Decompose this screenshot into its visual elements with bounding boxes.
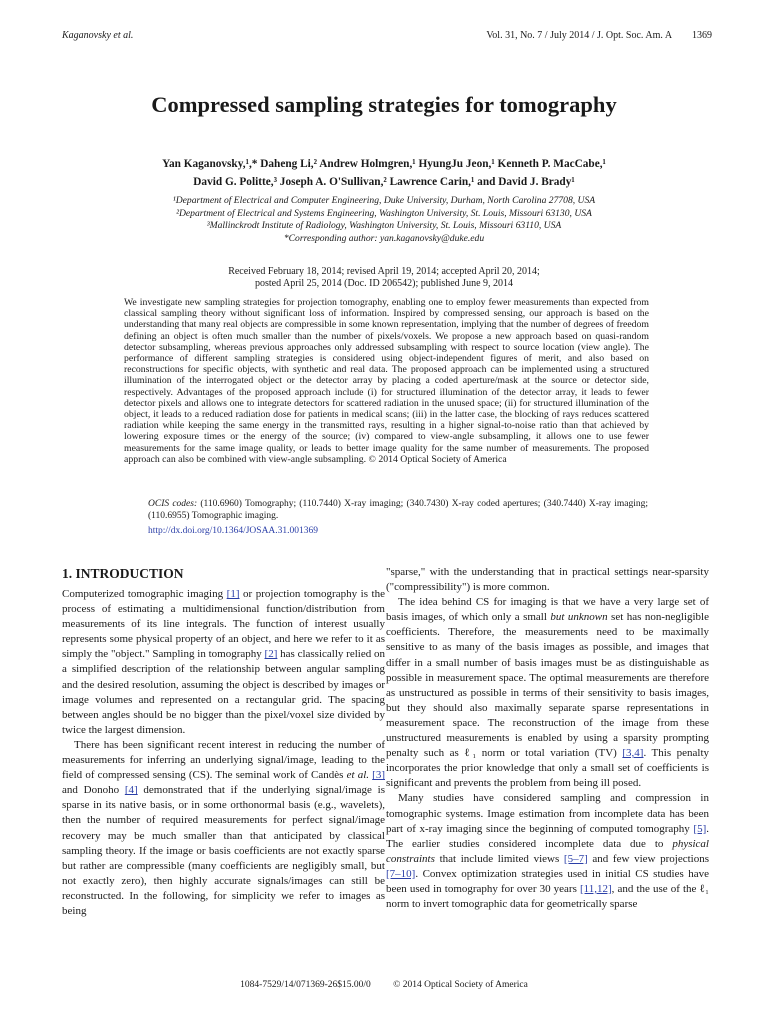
intro-paragraph-2: There has been significant recent interest in reducing the number of measurements for inferring an underlying signal/image, leading to the field of compressed sensing (CS). The seminal work of Candès et al. [3] and Donoho [4] demonstrated that if the underlying signal/image is sparse in its native basis, or in some orthonormal basis (e.g., wavelets), then the number of required measurements for perfect signal/image recovery may be much smaller than that anticipated by classical sampling theory. If the image or basis coefficients are not exactly sparse but rather are compressible (many coefficients are negligibly small, but not exactly zero), then highly accurate signals/images can still be reconstructed. In the following, for simplicity we refer to images as being	[62, 738, 385, 917]
citation-link[interactable]: [3,4]	[622, 747, 644, 760]
ocis-codes	[148, 498, 648, 522]
affiliation-2: ²Department of Electrical and Systems Engineering, Washington University, St. Louis, Missouri 63130, USA	[176, 207, 592, 219]
citation-link[interactable]: [5]	[693, 822, 707, 835]
ocis-label: OCIS codes:	[148, 499, 198, 509]
header-authors: Kaganovsky et al.	[62, 30, 134, 41]
intro-paragraph-3: "sparse," with the understanding that in practical settings near-sparsity ("compressibility") is more common.	[386, 566, 709, 594]
intro-paragraph-4: The idea behind CS for imaging is that we have a very large set of basis images, of which only a small but unknown set has non-negligible coefficients. Therefore, the measurements need to be maximally sensitive to as many of the basis images as possible, and images that differ in a small number of basis images must be as distinguishable as possible in measurement space. The optimal measurements are therefore as unstructured as possible in terms of their sensitivity to basis images, but they should also maximally separate sparse representations in measurement space. The reconstruction of the image from these unstructured measurements is enabled by using a sparsity prompting penalty such as ℓ₁ norm or total variation (TV) [3,4]. This penalty incorporates the prior knowledge that only a small set of coefficients is significant and prevents the problem from being ill posed.	[386, 596, 710, 790]
author-list	[40, 155, 728, 191]
publication-dates	[40, 266, 728, 290]
affiliation-3: ³Mallinckrodt Institute of Radiology, Washington University, St. Louis, Missouri 63110, USA	[206, 220, 562, 231]
ocis-text: (110.6960) Tomography; (110.7440) X-ray imaging; (340.7430) X-ray coded apertures; (340.7440) X-ray imaging; (110.6955) Tomographic imaging.	[148, 499, 649, 521]
citation-link[interactable]: [2]	[264, 648, 278, 661]
corresponding-author: *Corresponding author: yan.kaganovsky@duke.edu	[283, 232, 485, 244]
footer-copyright: © 2014 Optical Society of America	[393, 980, 528, 990]
affiliation-1: ¹Department of Electrical and Computer Engineering, Duke University, Durham, North Carolina 27708, USA	[172, 195, 596, 206]
right-column	[386, 565, 709, 912]
header-page-number: 1369	[692, 30, 712, 41]
citation-link[interactable]: [1]	[226, 588, 240, 600]
intro-paragraph-5: Many studies have considered sampling and compression in tomographic systems. Image estimation from incomplete data has been part of x-ray imaging since the beginning of computed tomography [5]. The earlier studies considered incomplete data due to physical constraints that include limited views [5–7] and few view projections [7–10]. Convex optimization strategies used in initial CS studies have been used in tomography for over 30 years [11,12], and the use of the ℓ₁ norm to invert tomographic data for geometrically sparse	[386, 792, 709, 911]
paper-title: Compressed sampling strategies for tomography	[151, 92, 617, 117]
citation-link[interactable]: [5–7]	[563, 852, 588, 865]
page-footer	[0, 980, 768, 990]
header-journal: Vol. 31, No. 7 / July 2014 / J. Opt. Soc. Am. A	[486, 30, 672, 41]
dates-line-2: posted April 25, 2014 (Doc. ID 206542); published June 9, 2014	[254, 278, 514, 289]
running-header	[62, 30, 712, 41]
author-line-2: David G. Politte,³ Joseph A. O'Sullivan,² Lawrence Carin,¹ and David J. Brady¹	[193, 176, 575, 188]
affiliations	[40, 195, 728, 245]
citation-link[interactable]: [4]	[124, 784, 138, 797]
citation-link[interactable]: [11,12]	[579, 882, 612, 895]
header-journal-info	[468, 30, 712, 41]
citation-link[interactable]: [7–10]	[386, 867, 416, 880]
abstract: We investigate new sampling strategies for projection tomography, enabling one to employ fewer measurements than expected from classical sampling theory without significant loss of information. Inspired by compressed sensing, our approach is based on the understanding that many real objects are compressible in some known representation, implying that the number of degrees of freedom defining an object is often much smaller than the number of pixels/voxels. We propose a new approach based on quasi-random detector subsampling, whereas previous approaches only addressed subsampling with respect to source location (view angle). The performance of different sampling strategies is considered using object-independent figures of merit, and also based on reconstructions for specific objects, with synthetic and real data. The proposed approach can be implemented using a structured illumination of the interrogated object or the detector array by placing a coded aperture/mask at the source or detector side, respectively. Advantages of the proposed approach include (i) for structured illumination of the detector array, it leads to fewer detector pixels and allows one to integrate detectors for scattered radiation in the unused space; (ii) for structured illumination of the object, it leads to a reduced radiation dose for patients in medical scans; (iii) in the latter case, the blocking of rays reduces scattered radiation while keeping the same energy in the transmitted rays, resulting in a higher signal-to-noise ratio than that achieved by lowering exposure times or the energy of the source; (iv) compared to view-angle subsampling, it allows one to use fewer measurements for the same image quality, or leads to better image quality for the same number of measurements. The proposed approach can also be combined with view-angle subsampling. © 2014 Optical Society of America	[124, 297, 649, 465]
author-line-1: Yan Kaganovsky,¹,* Daheng Li,² Andrew Holmgren,¹ HyungJu Jeon,¹ Kenneth P. MacCabe,¹	[162, 158, 606, 170]
dates-line-1: Received February 18, 2014; revised April 19, 2014; accepted April 20, 2014;	[228, 266, 540, 277]
footer-code: 1084-7529/14/071369-26$15.00/0	[240, 980, 371, 990]
intro-paragraph-1: Computerized tomographic imaging [1] or projection tomography is the process of estimating a multidimensional function/distribution from measurements of its line integrals. The function of interest usually represents some physical property of an object, and here we refer to it as simply the "object." Sampling in tomography [2] has classically relied on a simplified description of the relationship between angular sampling and the desired resolution, assuming the object is described by images or image volumes and represented on a rectangular grid. The spacing between angles should be no bigger than the pixel/voxel size divided by twice the largest dimension.	[62, 588, 385, 736]
left-column	[62, 565, 385, 919]
doi-link[interactable]: http://dx.doi.org/10.1364/JOSAA.31.001369	[148, 526, 319, 536]
citation-link[interactable]: [3]	[372, 769, 385, 782]
section-heading: 1. INTRODUCTION	[62, 566, 184, 581]
